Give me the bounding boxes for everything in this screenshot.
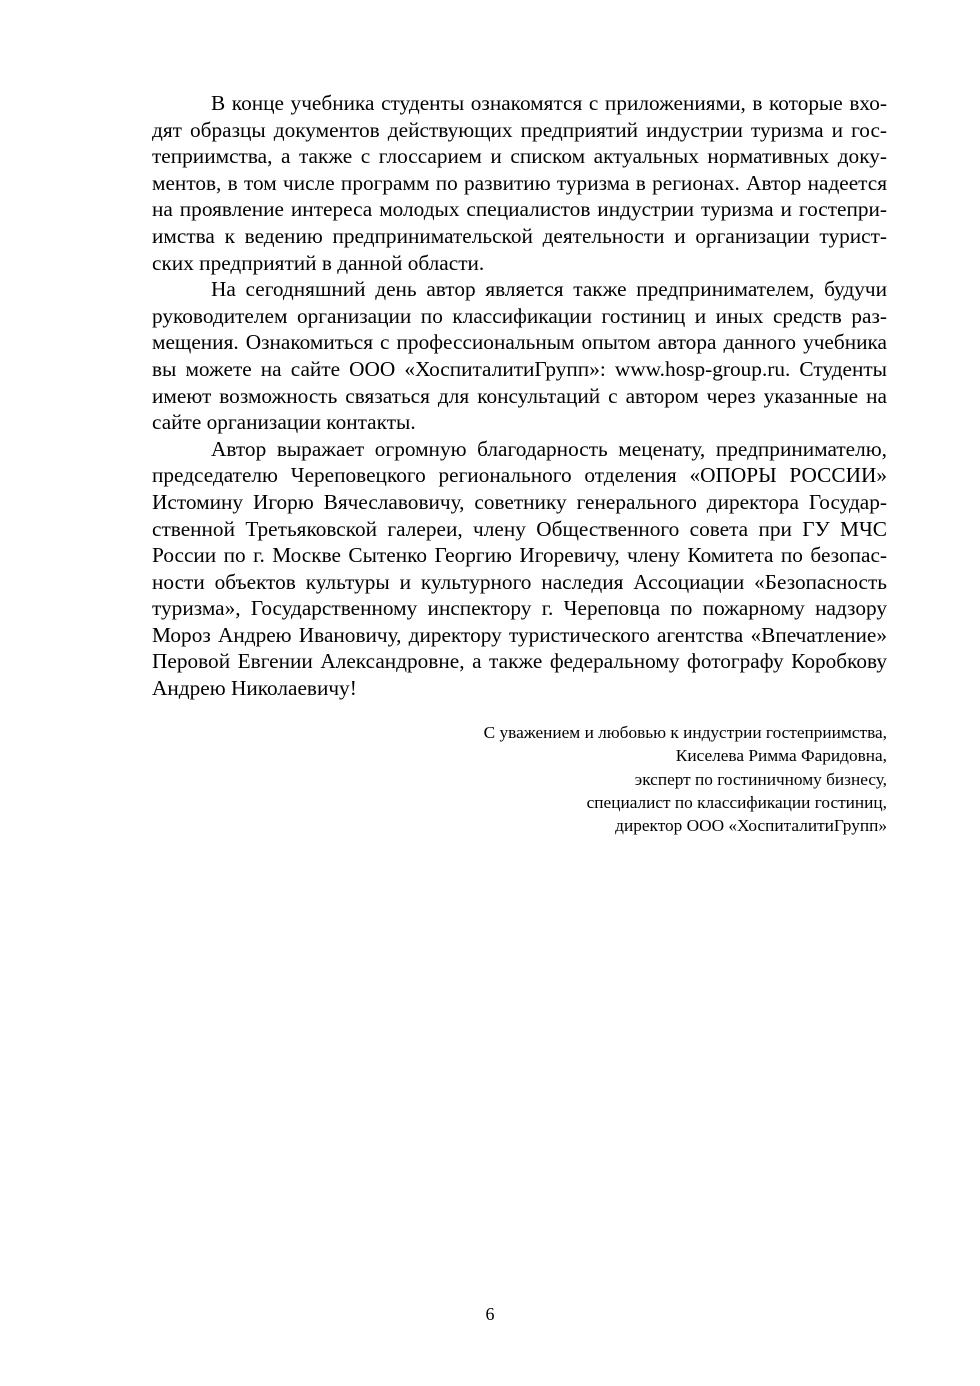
text-line: В конце учебника студенты ознакомятся с приложениями, в которые вхо- <box>211 91 887 115</box>
text-line: руководителем организации по классификации гостиниц и иных средств раз- <box>152 303 887 328</box>
text-line: Истомину Игорю Вячеславовичу, советнику генерального директора Государ- <box>152 489 887 514</box>
page-number: 6 <box>485 1304 495 1324</box>
paragraph-acknowledgements <box>93 436 887 702</box>
text-line: Мороз Андрею Ивановичу, директору туристического агентства «Впечатление» <box>152 622 887 647</box>
signature-closing: С уважением и любовью к индустрии гостеприимства, <box>483 723 887 742</box>
document-body <box>93 90 887 702</box>
text-line: ственной Третьяковской галереи, члену Общественного совета при ГУ МЧС <box>152 516 887 541</box>
text-line: теприимства, а также с глоссарием и списком актуальных нормативных доку- <box>152 144 887 169</box>
signature-block <box>484 721 887 837</box>
text-line: ментов, в том числе программ по развитию туризма в регионах. Автор надеется <box>152 170 887 195</box>
text-line: На сегодняшний день автор является также предпринимателем, будучи <box>211 277 887 302</box>
signature-author-name: Киселева Римма Фаридовна, <box>675 746 887 766</box>
paragraph-author-entrepreneur <box>93 276 887 436</box>
signature-role-specialist: специалист по классификации гостиниц, <box>586 792 887 812</box>
signature-role-director: директор ООО «ХоспиталитиГрупп» <box>615 816 887 836</box>
signature-role-expert: эксперт по гостиничному бизнесу, <box>634 769 887 789</box>
text-line: председателю Череповецкого регионального отделения «ОПОРЫ РОССИИ» <box>152 463 887 488</box>
text-line: сайте организации контакты. <box>152 410 416 435</box>
text-line: мещения. Ознакомиться с профессиональным опытом автора данного учебника <box>152 330 887 355</box>
text-line: Андрею Николаевичу! <box>152 676 357 701</box>
text-line: ских предприятий в данной области. <box>152 250 485 275</box>
text-line: имеют возможность связаться для консультаций с автором через указанные на <box>152 383 887 408</box>
text-line: России по г. Москве Сытенко Георгию Игоревичу, члену Комитета по безопас- <box>152 543 887 568</box>
text-line: имства к ведению предпринимательской деятельности и организации турист- <box>152 223 887 248</box>
text-line: вы можете на сайте ООО «ХоспиталитиГрупп»: www.hosp-group.ru. Студенты <box>152 356 887 381</box>
paragraph-appendices <box>93 90 887 276</box>
text-line: дят образцы документов действующих предприятий индустрии туризма и гос- <box>152 117 887 142</box>
text-line: Автор выражает огромную благодарность меценату, предпринимателю, <box>211 436 887 461</box>
text-line: Перовой Евгении Александровне, а также федеральному фотографу Коробкову <box>152 649 887 674</box>
text-line: туризма», Государственному инспектору г. Череповца по пожарному надзору <box>152 596 887 621</box>
text-line: ности объектов культуры и культурного наследия Ассоциации «Безопасность <box>152 569 887 594</box>
text-line: на проявление интереса молодых специалистов индустрии туризма и гостепри- <box>152 197 887 222</box>
